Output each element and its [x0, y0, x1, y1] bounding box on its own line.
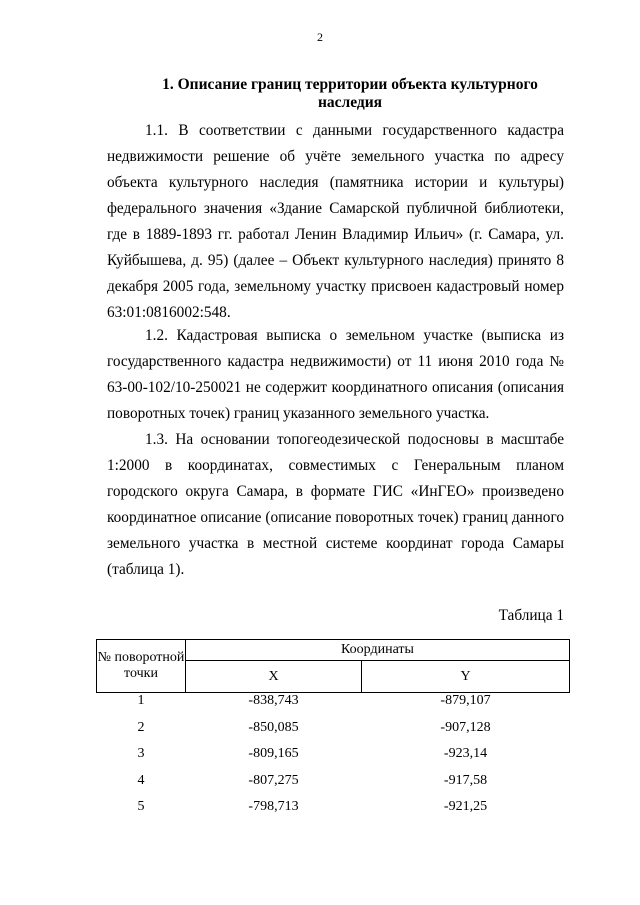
- y-cell: -917,58: [443, 772, 488, 788]
- header-x: X: [186, 661, 362, 693]
- header-y: Y: [362, 661, 570, 693]
- x-cell: -838,743: [248, 693, 299, 708]
- point-number-cell: 5: [137, 799, 145, 814]
- y-cell: -921,25: [443, 799, 488, 814]
- y-cell: -923,14: [443, 746, 488, 761]
- point-number-cell: 4: [137, 772, 145, 788]
- table-row: [97, 799, 570, 826]
- paragraph-1-1: 1.1. В соответствии с данными государственного кадастра недвижимости решение об учёте земельного участка по адресу объекта культурного наследия (памятника истории и культуры) федерального значения «Здание Самарской публичной библиотеки, где в 1889-1893 гг. работал Ленин Владимир Ильич» (г. Самара, ул. Куйбышева, д. 95) (далее – Объект культурного наследия) принято 8 декабря 2005 года, земельному участку присвоен кадастровый номер 63:01:0816002:548.: [107, 122, 564, 321]
- x-cell: -807,275: [248, 772, 299, 788]
- table-row: [97, 746, 570, 773]
- header-coordinates: Координаты: [186, 640, 570, 661]
- point-number-cell: 1: [137, 693, 145, 708]
- coordinates-table: [96, 639, 570, 826]
- paragraph-1-2: 1.2. Кадастровая выписка о земельном участке (выписка из государственного кадастра недвижимости) от 11 июня 2010 года № 63-00-102/10-250021 не содержит координатного описания (описания поворотных точек) границ указанного земельного участка.: [107, 327, 564, 422]
- table-caption: Таблица 1: [498, 607, 564, 624]
- point-number-cell: 3: [137, 746, 145, 761]
- point-number-cell: 2: [137, 719, 145, 735]
- x-cell: -809,165: [248, 746, 299, 761]
- table-row: [97, 693, 570, 720]
- header-point-number: № поворотной точки: [97, 640, 186, 693]
- paragraph-1-3: 1.3. На основании топогеодезической подосновы в масштабе 1:2000 в координатах, совместимых с Генеральным планом городского округа Самара, в формате ГИС «ИнГЕО» произведено координатное описание (описание поворотных точек) границ данного земельного участка в местной системе координат города Самары (таблица 1).: [107, 431, 564, 578]
- table-row: [97, 720, 570, 747]
- y-cell: -879,107: [440, 693, 491, 708]
- section-heading: 1. Описание границ территории объекта культурного наследия: [162, 76, 538, 111]
- page-number: 2: [317, 30, 323, 44]
- y-cell: -907,128: [440, 719, 491, 735]
- x-cell: -850,085: [248, 719, 299, 735]
- table-row: [97, 773, 570, 800]
- x-cell: -798,713: [248, 799, 299, 814]
